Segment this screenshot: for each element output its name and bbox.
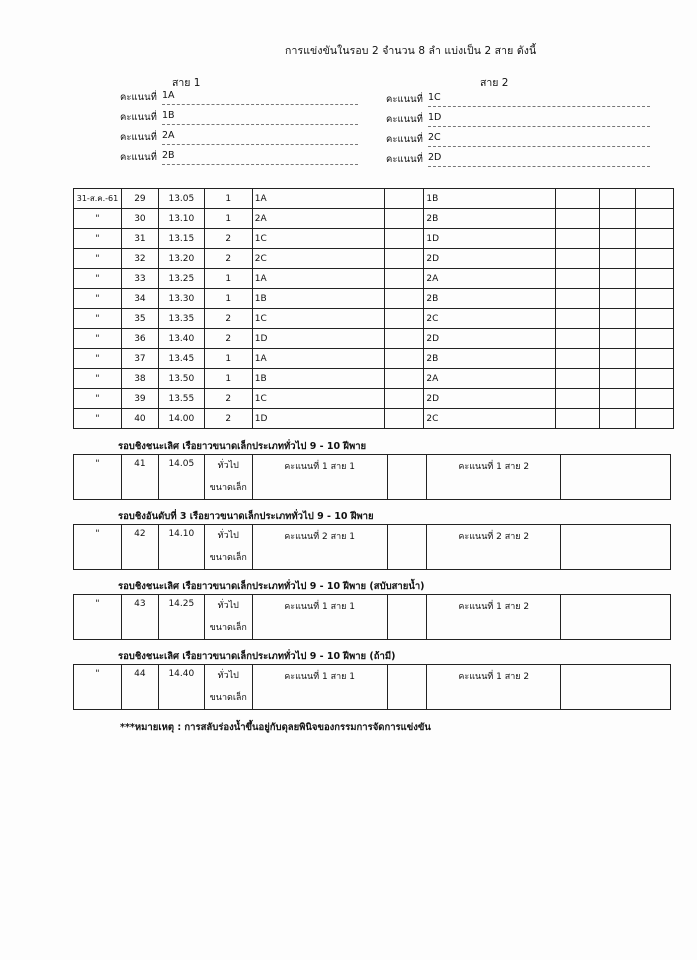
empty-cell: [556, 409, 600, 429]
empty-cell: [384, 269, 424, 289]
group-2-seed-row: [386, 112, 442, 127]
empty-cell: [635, 229, 673, 249]
time-cell: 14.00: [158, 409, 204, 429]
empty-cell: [635, 269, 673, 289]
team-b-cell: คะแนนที่ 1 สาย 2: [427, 665, 561, 710]
date-cell: ": [74, 309, 122, 329]
empty-cell: [384, 409, 424, 429]
date-cell: ": [74, 389, 122, 409]
final-row: [74, 455, 671, 500]
date-cell: ": [74, 349, 122, 369]
seed-label: คะแนนที่: [386, 94, 423, 105]
race-no-cell: 37: [121, 349, 158, 369]
final-3-title: รอบชิงชนะเลิศ เรือยาวขนาดเล็กประเภททั่วไป 9 - 10 ฝีพาย (สบับสายน้ำ): [118, 581, 425, 592]
empty-cell: [384, 289, 424, 309]
team-a-cell: 1D: [252, 329, 384, 349]
date-cell: ": [74, 665, 122, 710]
category-line-1: ทั่วไป: [217, 531, 239, 541]
group-1-seed-row: [120, 150, 175, 165]
schedule-row: [74, 349, 674, 369]
round-cell: 1: [204, 269, 252, 289]
group-1-heading: สาย 1: [172, 77, 201, 89]
seed-value: 1B: [162, 110, 175, 121]
time-cell: 13.15: [158, 229, 204, 249]
date-cell: ": [74, 289, 122, 309]
dotted-line: [162, 104, 358, 105]
empty-cell: [387, 525, 427, 570]
empty-cell: [600, 189, 636, 209]
empty-cell: [600, 369, 636, 389]
race-no-cell: 29: [121, 189, 158, 209]
empty-cell: [635, 289, 673, 309]
seed-value: 2D: [428, 152, 442, 163]
time-cell: 14.10: [158, 525, 204, 570]
seed-label: คะแนนที่: [120, 132, 157, 143]
schedule-row: [74, 409, 674, 429]
empty-cell: [384, 309, 424, 329]
team-a-cell: 1B: [252, 369, 384, 389]
time-cell: 13.40: [158, 329, 204, 349]
empty-cell: [600, 209, 636, 229]
team-a-cell: คะแนนที่ 2 สาย 1: [252, 525, 387, 570]
empty-cell: [384, 229, 424, 249]
schedule-row: [74, 229, 674, 249]
team-b-cell: 2B: [424, 349, 556, 369]
race-no-cell: 38: [121, 369, 158, 389]
time-cell: 13.25: [158, 269, 204, 289]
schedule-row: [74, 369, 674, 389]
date-cell: ": [74, 455, 122, 500]
seed-label: คะแนนที่: [120, 152, 157, 163]
final-1-table: [73, 454, 671, 500]
round-cell: 2: [204, 389, 252, 409]
round-cell: 2: [204, 229, 252, 249]
document-title: การแข่งขันในรอบ 2 จำนวน 8 ลำ แบ่งเป็น 2 สาย ดังนี้: [285, 45, 537, 57]
team-b-cell: คะแนนที่ 1 สาย 2: [427, 595, 561, 640]
empty-cell: [600, 269, 636, 289]
category-line-2: ขนาดเล็ก: [209, 623, 247, 633]
final-row: [74, 665, 671, 710]
empty-cell: [600, 289, 636, 309]
final-row: [74, 525, 671, 570]
time-cell: 13.30: [158, 289, 204, 309]
empty-cell: [556, 349, 600, 369]
team-b-cell: คะแนนที่ 1 สาย 2: [427, 455, 561, 500]
date-cell: ": [74, 269, 122, 289]
date-cell: ": [74, 229, 122, 249]
seed-label: คะแนนที่: [120, 92, 157, 103]
empty-cell: [556, 329, 600, 349]
category-cell: [204, 525, 252, 570]
seed-label: คะแนนที่: [120, 112, 157, 123]
empty-cell: [556, 249, 600, 269]
empty-cell: [600, 349, 636, 369]
empty-cell: [556, 189, 600, 209]
time-cell: 13.05: [158, 189, 204, 209]
category-line-1: ทั่วไป: [217, 671, 239, 681]
category-cell: [204, 665, 252, 710]
dotted-line: [428, 106, 650, 107]
group-1-seed-row: [120, 130, 175, 145]
team-a-cell: คะแนนที่ 1 สาย 1: [252, 595, 387, 640]
race-no-cell: 30: [121, 209, 158, 229]
date-cell: ": [74, 209, 122, 229]
round-cell: 2: [204, 329, 252, 349]
team-b-cell: 2A: [424, 369, 556, 389]
round-cell: 2: [204, 249, 252, 269]
empty-cell: [384, 329, 424, 349]
empty-cell: [635, 329, 673, 349]
team-b-cell: 2D: [424, 389, 556, 409]
empty-cell: [384, 369, 424, 389]
race-no-cell: 43: [121, 595, 158, 640]
category-line-2: ขนาดเล็ก: [209, 483, 247, 493]
empty-cell: [600, 409, 636, 429]
team-a-cell: 1C: [252, 309, 384, 329]
time-cell: 13.55: [158, 389, 204, 409]
schedule-row: [74, 329, 674, 349]
race-no-cell: 34: [121, 289, 158, 309]
schedule-row: [74, 189, 674, 209]
seed-value: 2B: [162, 150, 175, 161]
team-b-cell: 2C: [424, 409, 556, 429]
empty-cell: [635, 309, 673, 329]
team-b-cell: 1B: [424, 189, 556, 209]
race-no-cell: 44: [121, 665, 158, 710]
race-no-cell: 42: [121, 525, 158, 570]
empty-cell: [387, 455, 427, 500]
team-b-cell: 2B: [424, 209, 556, 229]
date-cell: ": [74, 329, 122, 349]
group-2-seed-row: [386, 132, 441, 147]
seed-value: 2A: [162, 130, 175, 141]
empty-cell: [635, 249, 673, 269]
date-cell: ": [74, 369, 122, 389]
group-2-seed-row: [386, 152, 442, 167]
date-cell: ": [74, 249, 122, 269]
empty-cell: [600, 249, 636, 269]
dotted-line: [162, 164, 358, 165]
seed-label: คะแนนที่: [386, 154, 423, 165]
team-b-cell: 1D: [424, 229, 556, 249]
empty-cell: [384, 209, 424, 229]
empty-cell: [387, 665, 427, 710]
team-a-cell: คะแนนที่ 1 สาย 1: [252, 455, 387, 500]
round-cell: 2: [204, 409, 252, 429]
round-cell: 2: [204, 309, 252, 329]
race-no-cell: 36: [121, 329, 158, 349]
empty-cell: [600, 329, 636, 349]
empty-cell: [556, 389, 600, 409]
team-b-cell: 2C: [424, 309, 556, 329]
empty-cell: [561, 525, 671, 570]
team-a-cell: 1B: [252, 289, 384, 309]
empty-cell: [556, 229, 600, 249]
schedule-table: [73, 188, 674, 429]
category-line-1: ทั่วไป: [217, 601, 239, 611]
group-1-seed-row: [120, 110, 175, 125]
final-row: [74, 595, 671, 640]
time-cell: 13.10: [158, 209, 204, 229]
empty-cell: [384, 189, 424, 209]
seed-value: 2C: [428, 132, 441, 143]
seed-label: คะแนนที่: [386, 114, 423, 125]
empty-cell: [561, 455, 671, 500]
race-no-cell: 31: [121, 229, 158, 249]
final-2-table: [73, 524, 671, 570]
time-cell: 13.45: [158, 349, 204, 369]
schedule-row: [74, 249, 674, 269]
dotted-line: [428, 126, 650, 127]
race-no-cell: 35: [121, 309, 158, 329]
empty-cell: [561, 595, 671, 640]
empty-cell: [561, 665, 671, 710]
team-a-cell: 1D: [252, 409, 384, 429]
empty-cell: [384, 249, 424, 269]
final-1-title: รอบชิงชนะเลิศ เรือยาวขนาดเล็กประเภททั่วไป 9 - 10 ฝีพาย: [118, 441, 367, 452]
date-cell: 31-ส.ค.-61: [74, 189, 122, 209]
dotted-line: [428, 146, 650, 147]
time-cell: 14.40: [158, 665, 204, 710]
team-a-cell: คะแนนที่ 1 สาย 1: [252, 665, 387, 710]
empty-cell: [556, 289, 600, 309]
schedule-row: [74, 269, 674, 289]
team-a-cell: 1A: [252, 189, 384, 209]
seed-value: 1D: [428, 112, 442, 123]
final-3-table: [73, 594, 671, 640]
empty-cell: [635, 349, 673, 369]
date-cell: ": [74, 409, 122, 429]
dotted-line: [162, 124, 358, 125]
seed-value: 1A: [162, 90, 175, 101]
final-4-table: [73, 664, 671, 710]
category-line-1: ทั่วไป: [217, 461, 239, 471]
empty-cell: [384, 389, 424, 409]
time-cell: 14.25: [158, 595, 204, 640]
date-cell: ": [74, 595, 122, 640]
team-b-cell: 2D: [424, 249, 556, 269]
empty-cell: [635, 409, 673, 429]
final-2-title: รอบชิงอันดับที่ 3 เรือยาวขนาดเล็กประเภททั่วไป 9 - 10 ฝีพาย: [118, 511, 374, 522]
group-2-heading: สาย 2: [480, 77, 509, 89]
round-cell: 1: [204, 369, 252, 389]
final-4-title: รอบชิงชนะเลิศ เรือยาวขนาดเล็กประเภททั่วไป 9 - 10 ฝีพาย (ถ้ามี): [118, 651, 396, 662]
group-2-seed-row: [386, 92, 441, 107]
round-cell: 1: [204, 209, 252, 229]
empty-cell: [556, 209, 600, 229]
empty-cell: [600, 389, 636, 409]
category-line-2: ขนาดเล็ก: [209, 553, 247, 563]
round-cell: 1: [204, 189, 252, 209]
schedule-row: [74, 289, 674, 309]
race-no-cell: 32: [121, 249, 158, 269]
empty-cell: [635, 389, 673, 409]
race-no-cell: 41: [121, 455, 158, 500]
seed-label: คะแนนที่: [386, 134, 423, 145]
race-no-cell: 33: [121, 269, 158, 289]
date-cell: ": [74, 525, 122, 570]
team-a-cell: 1C: [252, 389, 384, 409]
dotted-line: [428, 166, 650, 167]
empty-cell: [600, 229, 636, 249]
team-b-cell: คะแนนที่ 2 สาย 2: [427, 525, 561, 570]
empty-cell: [384, 349, 424, 369]
round-cell: 1: [204, 289, 252, 309]
schedule-row: [74, 309, 674, 329]
dotted-line: [162, 144, 358, 145]
seed-value: 1C: [428, 92, 441, 103]
time-cell: 13.20: [158, 249, 204, 269]
team-b-cell: 2D: [424, 329, 556, 349]
team-a-cell: 1C: [252, 229, 384, 249]
empty-cell: [556, 369, 600, 389]
team-b-cell: 2A: [424, 269, 556, 289]
team-b-cell: 2B: [424, 289, 556, 309]
empty-cell: [556, 269, 600, 289]
time-cell: 13.35: [158, 309, 204, 329]
category-cell: [204, 455, 252, 500]
empty-cell: [635, 189, 673, 209]
team-a-cell: 1A: [252, 349, 384, 369]
group-1-seed-row: [120, 90, 175, 105]
empty-cell: [635, 209, 673, 229]
schedule-body: [74, 189, 674, 429]
empty-cell: [600, 309, 636, 329]
category-line-2: ขนาดเล็ก: [209, 693, 247, 703]
schedule-row: [74, 389, 674, 409]
empty-cell: [635, 369, 673, 389]
time-cell: 13.50: [158, 369, 204, 389]
schedule-row: [74, 209, 674, 229]
race-no-cell: 40: [121, 409, 158, 429]
category-cell: [204, 595, 252, 640]
footnote: ***หมายเหตุ : การสลับร่องน้ำขึ้นอยู่กับดุลยพินิจของกรรมการจัดการแข่งขัน: [120, 722, 431, 733]
team-a-cell: 1A: [252, 269, 384, 289]
round-cell: 1: [204, 349, 252, 369]
empty-cell: [556, 309, 600, 329]
team-a-cell: 2C: [252, 249, 384, 269]
team-a-cell: 2A: [252, 209, 384, 229]
time-cell: 14.05: [158, 455, 204, 500]
empty-cell: [387, 595, 427, 640]
race-no-cell: 39: [121, 389, 158, 409]
